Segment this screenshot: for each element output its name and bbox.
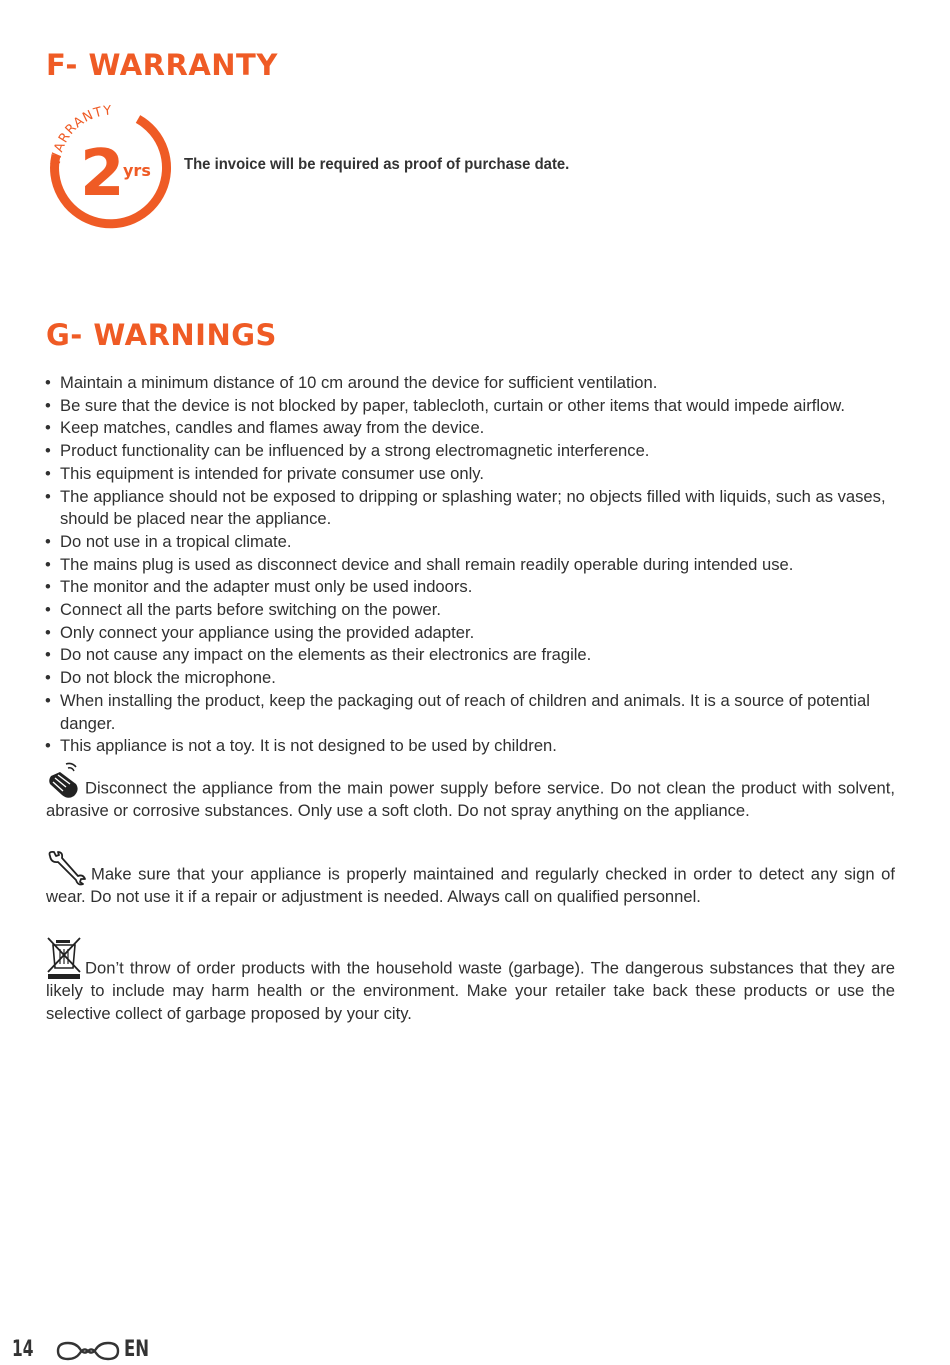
- list-item: • Do not cause any impact on the elements as their electronics are fragile.: [44, 644, 904, 667]
- badge-arc-text: WARRANTY: [48, 103, 114, 167]
- wrench-icon: [46, 850, 88, 886]
- badge-unit: yrs: [123, 161, 151, 180]
- list-item: • Product functionality can be influenced by a strong electromagnetic interference.: [44, 440, 904, 463]
- disposal-text: Don’t throw of order products with the household waste (garbage). The dangerous substances that they are likely to include may harm health or the environment. Make your retailer take back these products or use the selective collect of garbage proposed by your city.: [46, 958, 895, 1023]
- maintenance-paragraph: [46, 850, 895, 909]
- disposal-paragraph: [46, 936, 895, 1025]
- maintenance-text: Make sure that your appliance is properly maintained and regularly checked in order to detect any sign of wear. Do not use it if a repair or adjustment is needed. Always call on qualified personnel.: [46, 864, 895, 906]
- crossed-bin-icon: [46, 936, 82, 980]
- cleaning-text: Disconnect the appliance from the main power supply before service. Do not clean the product with solvent, abrasive or corrosive substances. Only use a soft cloth. Do not spray anything on the appliance.: [46, 778, 895, 820]
- list-item: • The monitor and the adapter must only be used indoors.: [44, 576, 904, 599]
- list-item: • Maintain a minimum distance of 10 cm around the device for sufficient ventilation.: [44, 372, 904, 395]
- list-item: • This appliance is not a toy. It is not designed to be used by children.: [44, 735, 904, 758]
- list-item: • Keep matches, candles and flames away from the device.: [44, 417, 904, 440]
- language-code: EN: [124, 1337, 150, 1362]
- warranty-title: F- WARRANTY: [46, 48, 278, 82]
- cleaning-hand-icon: [46, 762, 82, 800]
- list-item: • Do not use in a tropical climate.: [44, 531, 904, 554]
- list-item: • This equipment is intended for private consumer use only.: [44, 463, 904, 486]
- warranty-text: The invoice will be required as proof of purchase date.: [184, 156, 570, 173]
- brand-logo-icon: [56, 1339, 120, 1363]
- list-item: • The appliance should not be exposed to dripping or splashing water; no objects filled with liquids, such as vases, should be placed near the appliance.: [44, 486, 904, 531]
- cleaning-paragraph: [46, 762, 895, 823]
- list-item: • Be sure that the device is not blocked by paper, tablecloth, curtain or other items that would impede airflow.: [44, 395, 904, 418]
- badge-number: 2: [80, 137, 125, 211]
- warnings-list: [44, 372, 904, 758]
- warranty-badge-icon: [40, 100, 180, 234]
- warnings-title: G- WARNINGS: [46, 318, 277, 352]
- page-number: 14: [12, 1337, 34, 1362]
- list-item: • The mains plug is used as disconnect device and shall remain readily operable during intended use.: [44, 554, 904, 577]
- list-item: • Only connect your appliance using the provided adapter.: [44, 622, 904, 645]
- list-item: • Connect all the parts before switching on the power.: [44, 599, 904, 622]
- list-item: • When installing the product, keep the packaging out of reach of children and animals. It is a source of potential danger.: [44, 690, 904, 735]
- list-item: • Do not block the microphone.: [44, 667, 904, 690]
